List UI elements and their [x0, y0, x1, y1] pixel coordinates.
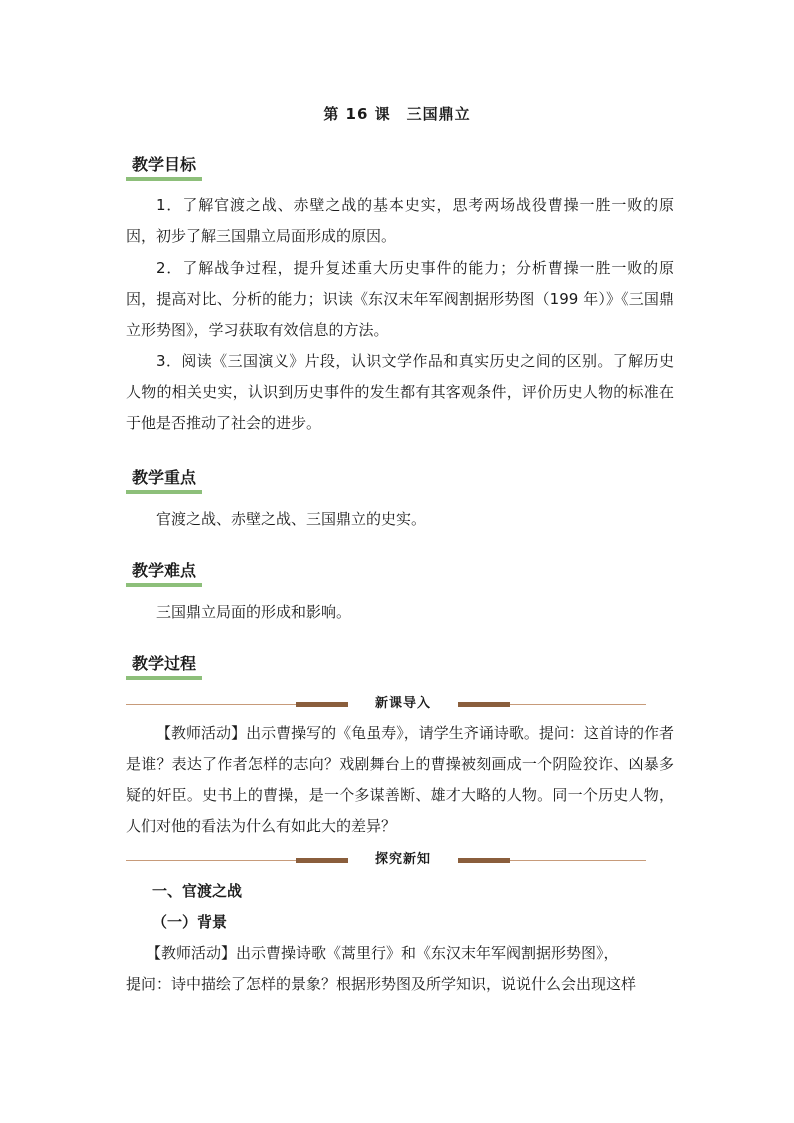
goals-heading-text: 教学目标 — [132, 155, 197, 174]
divider-label-intro: 新课导入 — [374, 696, 431, 711]
divider-rule — [510, 860, 646, 861]
heading-underline — [126, 676, 202, 680]
divider-intro — [126, 694, 646, 714]
process-heading-text: 教学过程 — [132, 654, 197, 673]
section-heading-process — [130, 651, 200, 676]
divider-bar — [458, 858, 510, 863]
section-heading-difficulties — [130, 558, 200, 583]
section-heading-goals — [130, 152, 200, 177]
goal-item-3: 3．阅读《三国演义》片段，认识文学作品和真实历史之间的区别。了解历史人物的相关史实，认识到历史事件的发生都有其客观条件，评价历史人物的标准在于他是否推动了社会的进步。 — [126, 352, 674, 432]
key-points-text: 官渡之战、赤壁之战、三国鼎立的史实。 — [156, 510, 427, 528]
intro-text: 【教师活动】出示曹操写的《龟虽寿》，请学生齐诵诗歌。提问：这首诗的作者是谁？表达了作者怎样的志向？戏剧舞台上的曹操被刻画成一个阴险狡诈、凶暴多疑的奸臣。史书上的曹操，是一个多谋善断、雄才大略的人物。同一个历史人物，人们对他的看法为什么有如此大的差异？ — [126, 724, 674, 835]
subheading-guandu: 一、官渡之战 — [152, 882, 243, 900]
goal-item-1: 1．了解官渡之战、赤壁之战的基本史实，思考两场战役曹操一胜一败的原因，初步了解三国鼎立局面形成的原因。 — [126, 196, 674, 245]
goal-item-2: 2．了解战争过程，提升复述重大历史事件的能力；分析曹操一胜一败的原因，提高对比、分析的能力；识读《东汉末年军阀割据形势图（199 年）》《三国鼎立形势图》，学习获取有效信息的方法。 — [126, 259, 674, 339]
divider-explore — [126, 850, 646, 870]
heading-underline — [126, 490, 202, 494]
difficulties-heading-text: 教学难点 — [132, 561, 197, 580]
divider-rule — [126, 704, 296, 705]
divider-bar — [296, 702, 348, 707]
activity-line-2: 提问：诗中描绘了怎样的景象？根据形势图及所学知识，说说什么会出现这样 — [126, 975, 637, 993]
key-points-heading-text: 教学重点 — [132, 468, 197, 487]
divider-label-explore: 探究新知 — [374, 852, 431, 867]
lesson-title: 第 16 课 三国鼎立 — [323, 105, 471, 123]
divider-bar — [458, 702, 510, 707]
heading-underline — [126, 177, 202, 181]
divider-rule — [126, 860, 296, 861]
subheading-background: （一）背景 — [152, 913, 228, 931]
divider-bar — [296, 858, 348, 863]
divider-rule — [510, 704, 646, 705]
heading-underline — [126, 583, 202, 587]
section-heading-key-points — [130, 465, 200, 490]
activity-line-1: 【教师活动】出示曹操诗歌《蒿里行》和《东汉末年军阀割据形势图》， — [146, 944, 619, 962]
difficulties-text: 三国鼎立局面的形成和影响。 — [156, 603, 352, 621]
